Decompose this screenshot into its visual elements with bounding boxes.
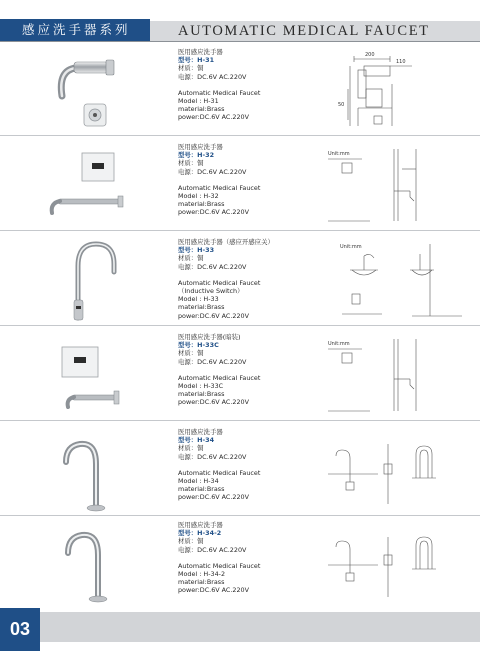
power-cn: 电源：DC.6V AC.220V [178, 262, 247, 271]
unit-label: Unit:mm [340, 244, 362, 250]
page-footer [0, 608, 480, 651]
power-en: power:DC.6V AC.220V [178, 398, 249, 407]
name-cn: 医用感应洗手器(暗装) [178, 333, 241, 341]
name-en: Automatic Medical Faucet [178, 468, 261, 477]
page-number: 03 [0, 608, 40, 651]
name-en: Automatic Medical Faucet [178, 373, 261, 382]
faucet-h31-photo [40, 48, 150, 132]
name-en: Automatic Medical Faucet [178, 88, 261, 97]
power-en: power:DC.6V AC.220V [178, 208, 249, 217]
spec-h33 [178, 238, 318, 320]
drawing-h31 [322, 44, 472, 134]
name-en: Automatic Medical Faucet [178, 183, 261, 192]
model-en: Model : H-33C [178, 382, 224, 391]
power-en: power:DC.6V AC.220V [178, 113, 249, 122]
product-h32 [0, 137, 480, 231]
material-en: material:Brass [178, 200, 225, 209]
faucet-h34-2-photo [40, 521, 150, 605]
product-h33 [0, 232, 480, 326]
dim-200: 200 [365, 52, 375, 58]
material-cn: 材质：铜 [178, 254, 204, 263]
section-divider [0, 135, 480, 136]
name-cn: 医用感应洗手器 [178, 521, 223, 529]
spec-h34-2 [178, 521, 318, 595]
unit-label: Unit:mm [328, 341, 350, 347]
faucet-h33c-photo [40, 333, 150, 417]
power-en: power:DC.6V AC.220V [178, 586, 249, 595]
dim-110: 110 [396, 59, 406, 65]
faucet-h33-photo [40, 238, 150, 322]
section-divider [0, 325, 480, 326]
product-h31 [0, 42, 480, 136]
material-en: material:Brass [178, 578, 225, 587]
material-cn: 材质：铜 [178, 349, 204, 358]
footer-band [0, 612, 480, 642]
model-cn: 型号：H-33C [178, 341, 219, 350]
material-cn: 材质：铜 [178, 159, 204, 168]
material-cn: 材质：铜 [178, 444, 204, 453]
power-cn: 电源：DC.6V AC.220V [178, 72, 247, 81]
name-cn: 医用感应洗手器 [178, 428, 223, 436]
spec-h34 [178, 428, 318, 502]
model-cn: 型号：H-34 [178, 436, 215, 445]
material-en: material:Brass [178, 390, 225, 399]
material-cn: 材质：铜 [178, 537, 204, 546]
drawing-h33 [322, 234, 472, 324]
spec-h32 [178, 143, 318, 217]
drawing-h34 [322, 424, 472, 514]
drawing-h32 [322, 139, 472, 229]
power-cn: 电源：DC.6V AC.220V [178, 452, 247, 461]
drawing-h34-2 [322, 517, 472, 607]
model-en: Model : H-34 [178, 477, 219, 486]
product-h34 [0, 422, 480, 516]
section-divider [0, 420, 480, 421]
model-en: Model : H-31 [178, 97, 219, 106]
spec-h33c [178, 333, 318, 407]
drawing-h33c [322, 329, 472, 419]
name-cn: 医用感应洗手器 [178, 48, 223, 56]
faucet-h34-photo [40, 428, 150, 512]
power-en: power:DC.6V AC.220V [178, 493, 249, 502]
series-title-en: AUTOMATIC MEDICAL FAUCET [178, 23, 430, 39]
product-h33c [0, 327, 480, 421]
page-header [0, 0, 480, 42]
model-cn: 型号：H-34-2 [178, 529, 222, 538]
unit-label: Unit:mm [328, 151, 350, 157]
name-en: Automatic Medical Faucet [178, 278, 261, 287]
model-cn: 型号：H-32 [178, 151, 215, 160]
model-en: Model : H-34-2 [178, 570, 226, 579]
model-en: Model : H-32 [178, 192, 219, 201]
material-en: material:Brass [178, 485, 225, 494]
spec-h31 [178, 48, 318, 122]
model-cn: 型号：H-33 [178, 246, 215, 255]
section-divider [0, 230, 480, 231]
material-en: material:Brass [178, 105, 225, 114]
power-cn: 电源：DC.6V AC.220V [178, 357, 247, 366]
model-en: Model : H-33 [178, 295, 219, 304]
switch-en: （Inductive Switch） [178, 287, 244, 296]
name-cn: 医用感应洗手器（感应开感应关） [178, 238, 274, 246]
power-cn: 电源：DC.6V AC.220V [178, 167, 247, 176]
name-cn: 医用感应洗手器 [178, 143, 223, 151]
dim-50: 50 [338, 102, 345, 108]
product-h34-2 [0, 515, 480, 609]
power-en: power:DC.6V AC.220V [178, 311, 249, 320]
material-en: material:Brass [178, 303, 225, 312]
model-cn: 型号：H-31 [178, 56, 215, 65]
series-title-cn: 感应洗手器系列 [0, 19, 150, 41]
power-cn: 电源：DC.6V AC.220V [178, 545, 247, 554]
material-cn: 材质：铜 [178, 64, 204, 73]
faucet-h32-photo [40, 143, 150, 227]
name-en: Automatic Medical Faucet [178, 561, 261, 570]
